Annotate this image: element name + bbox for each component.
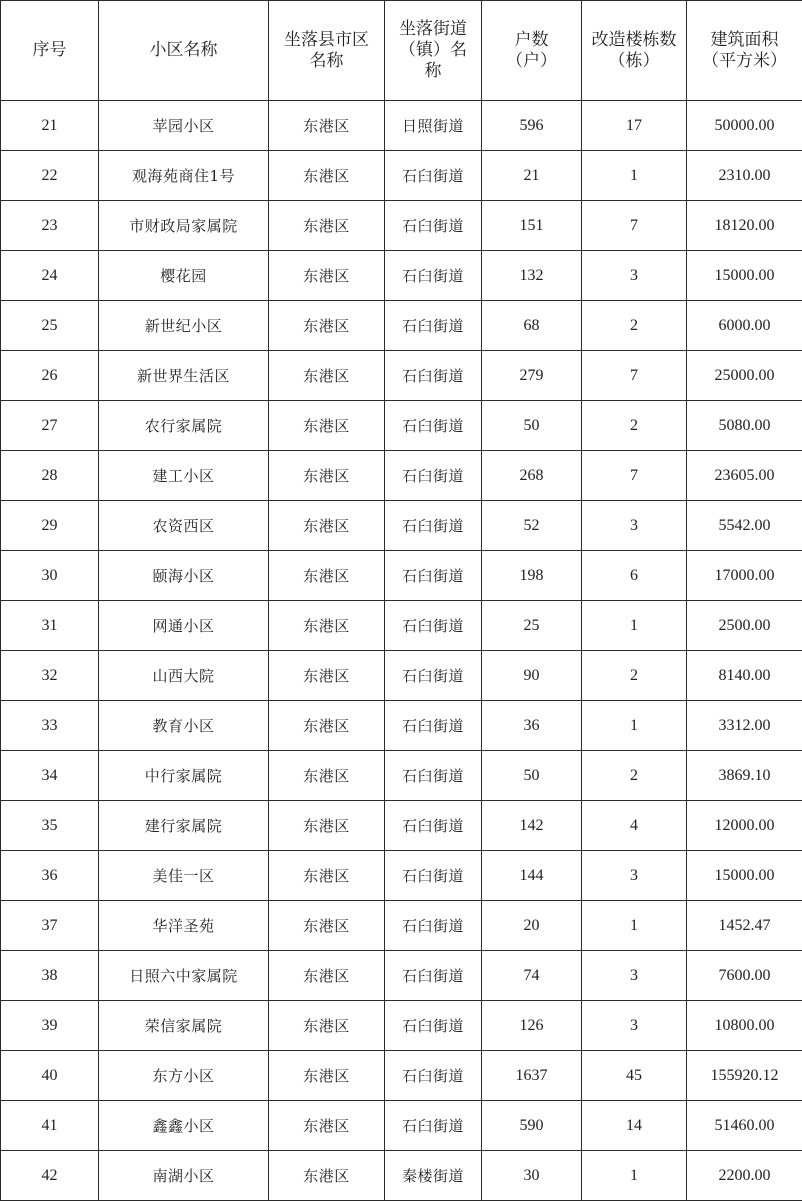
cell-community-name: 南湖小区 [99, 1151, 269, 1201]
cell-county: 东港区 [269, 151, 385, 201]
cell-households: 74 [482, 951, 582, 1001]
cell-index: 25 [1, 301, 99, 351]
cell-street: 石臼街道 [385, 951, 482, 1001]
cell-street: 秦楼街道 [385, 1151, 482, 1201]
cell-buildings: 4 [582, 801, 687, 851]
table-row [1, 951, 802, 1001]
table-body [1, 101, 802, 1201]
cell-area: 23605.00 [687, 451, 802, 501]
cell-community-name: 建工小区 [99, 451, 269, 501]
table-row [1, 201, 802, 251]
cell-index: 42 [1, 1151, 99, 1201]
cell-area: 2200.00 [687, 1151, 802, 1201]
cell-area: 5542.00 [687, 501, 802, 551]
header-county: 坐落县市区 名称 [269, 1, 385, 101]
cell-community-name: 中行家属院 [99, 751, 269, 801]
cell-index: 32 [1, 651, 99, 701]
table-row [1, 1151, 802, 1201]
cell-households: 268 [482, 451, 582, 501]
cell-buildings: 2 [582, 751, 687, 801]
cell-buildings: 3 [582, 251, 687, 301]
table-row [1, 651, 802, 701]
table-row [1, 401, 802, 451]
cell-street: 石臼街道 [385, 401, 482, 451]
cell-buildings: 6 [582, 551, 687, 601]
cell-buildings: 7 [582, 201, 687, 251]
cell-county: 东港区 [269, 751, 385, 801]
cell-county: 东港区 [269, 101, 385, 151]
cell-index: 28 [1, 451, 99, 501]
table-row [1, 751, 802, 801]
header-households: 户数 （户） [482, 1, 582, 101]
cell-street: 石臼街道 [385, 651, 482, 701]
cell-area: 6000.00 [687, 301, 802, 351]
cell-street: 石臼街道 [385, 601, 482, 651]
header-area: 建筑面积 （平方米） [687, 1, 802, 101]
cell-area: 3869.10 [687, 751, 802, 801]
cell-index: 30 [1, 551, 99, 601]
cell-area: 50000.00 [687, 101, 802, 151]
cell-community-name: 农行家属院 [99, 401, 269, 451]
cell-community-name: 新世纪小区 [99, 301, 269, 351]
cell-index: 36 [1, 851, 99, 901]
cell-street: 石臼街道 [385, 1051, 482, 1101]
cell-community-name: 教育小区 [99, 701, 269, 751]
cell-households: 30 [482, 1151, 582, 1201]
table-row [1, 501, 802, 551]
cell-index: 22 [1, 151, 99, 201]
table-row [1, 451, 802, 501]
cell-street: 石臼街道 [385, 301, 482, 351]
cell-area: 2310.00 [687, 151, 802, 201]
cell-county: 东港区 [269, 651, 385, 701]
cell-area: 12000.00 [687, 801, 802, 851]
cell-county: 东港区 [269, 201, 385, 251]
cell-buildings: 1 [582, 1151, 687, 1201]
table-row [1, 101, 802, 151]
cell-households: 68 [482, 301, 582, 351]
table-header [1, 1, 802, 101]
cell-index: 23 [1, 201, 99, 251]
cell-index: 35 [1, 801, 99, 851]
cell-street: 石臼街道 [385, 251, 482, 301]
cell-area: 18120.00 [687, 201, 802, 251]
cell-community-name: 华洋圣苑 [99, 901, 269, 951]
cell-community-name: 观海苑商住1号 [99, 151, 269, 201]
cell-index: 29 [1, 501, 99, 551]
cell-index: 31 [1, 601, 99, 651]
cell-community-name: 东方小区 [99, 1051, 269, 1101]
cell-area: 5080.00 [687, 401, 802, 451]
cell-buildings: 2 [582, 651, 687, 701]
cell-area: 3312.00 [687, 701, 802, 751]
cell-households: 36 [482, 701, 582, 751]
cell-street: 石臼街道 [385, 1001, 482, 1051]
cell-households: 21 [482, 151, 582, 201]
cell-buildings: 7 [582, 451, 687, 501]
header-community-name: 小区名称 [99, 1, 269, 101]
table-row [1, 151, 802, 201]
cell-county: 东港区 [269, 701, 385, 751]
cell-street: 石臼街道 [385, 201, 482, 251]
cell-community-name: 农资西区 [99, 501, 269, 551]
header-buildings: 改造楼栋数 （栋） [582, 1, 687, 101]
cell-county: 东港区 [269, 951, 385, 1001]
cell-households: 25 [482, 601, 582, 651]
table-row [1, 601, 802, 651]
table-row [1, 851, 802, 901]
table-row [1, 1001, 802, 1051]
cell-community-name: 日照六中家属院 [99, 951, 269, 1001]
cell-area: 1452.47 [687, 901, 802, 951]
cell-buildings: 45 [582, 1051, 687, 1101]
cell-community-name: 鑫鑫小区 [99, 1101, 269, 1151]
table-row [1, 301, 802, 351]
cell-buildings: 3 [582, 851, 687, 901]
cell-buildings: 2 [582, 301, 687, 351]
cell-buildings: 3 [582, 1001, 687, 1051]
cell-county: 东港区 [269, 601, 385, 651]
cell-buildings: 17 [582, 101, 687, 151]
cell-households: 279 [482, 351, 582, 401]
cell-street: 石臼街道 [385, 501, 482, 551]
cell-index: 41 [1, 1101, 99, 1151]
cell-community-name: 网通小区 [99, 601, 269, 651]
cell-community-name: 美佳一区 [99, 851, 269, 901]
table-row [1, 901, 802, 951]
cell-community-name: 新世界生活区 [99, 351, 269, 401]
header-index: 序号 [1, 1, 99, 101]
cell-county: 东港区 [269, 1151, 385, 1201]
table-row [1, 251, 802, 301]
table-row [1, 351, 802, 401]
cell-buildings: 1 [582, 151, 687, 201]
cell-households: 90 [482, 651, 582, 701]
cell-county: 东港区 [269, 501, 385, 551]
cell-street: 石臼街道 [385, 751, 482, 801]
cell-households: 50 [482, 401, 582, 451]
table-row [1, 1101, 802, 1151]
cell-street: 石臼街道 [385, 851, 482, 901]
cell-households: 126 [482, 1001, 582, 1051]
cell-county: 东港区 [269, 1051, 385, 1101]
cell-area: 7600.00 [687, 951, 802, 1001]
cell-county: 东港区 [269, 351, 385, 401]
cell-community-name: 颐海小区 [99, 551, 269, 601]
cell-index: 40 [1, 1051, 99, 1101]
cell-index: 39 [1, 1001, 99, 1051]
cell-county: 东港区 [269, 851, 385, 901]
cell-households: 142 [482, 801, 582, 851]
cell-index: 37 [1, 901, 99, 951]
cell-area: 155920.12 [687, 1051, 802, 1101]
cell-buildings: 7 [582, 351, 687, 401]
cell-community-name: 荣信家属院 [99, 1001, 269, 1051]
header-street: 坐落街道 （镇）名 称 [385, 1, 482, 101]
cell-households: 132 [482, 251, 582, 301]
cell-households: 198 [482, 551, 582, 601]
table-row [1, 1051, 802, 1101]
header-row [1, 1, 802, 101]
cell-index: 26 [1, 351, 99, 401]
cell-street: 石臼街道 [385, 701, 482, 751]
cell-households: 151 [482, 201, 582, 251]
cell-street: 石臼街道 [385, 801, 482, 851]
cell-households: 20 [482, 901, 582, 951]
cell-households: 590 [482, 1101, 582, 1151]
table-row [1, 701, 802, 751]
cell-index: 34 [1, 751, 99, 801]
cell-households: 596 [482, 101, 582, 151]
cell-area: 17000.00 [687, 551, 802, 601]
cell-buildings: 1 [582, 901, 687, 951]
cell-buildings: 3 [582, 951, 687, 1001]
cell-county: 东港区 [269, 401, 385, 451]
cell-community-name: 市财政局家属院 [99, 201, 269, 251]
cell-street: 石臼街道 [385, 351, 482, 401]
cell-county: 东港区 [269, 251, 385, 301]
cell-index: 27 [1, 401, 99, 451]
cell-buildings: 1 [582, 701, 687, 751]
cell-county: 东港区 [269, 1001, 385, 1051]
cell-county: 东港区 [269, 551, 385, 601]
cell-street: 石臼街道 [385, 451, 482, 501]
cell-index: 21 [1, 101, 99, 151]
cell-street: 日照街道 [385, 101, 482, 151]
cell-community-name: 苹园小区 [99, 101, 269, 151]
cell-buildings: 2 [582, 401, 687, 451]
cell-area: 2500.00 [687, 601, 802, 651]
cell-index: 38 [1, 951, 99, 1001]
cell-area: 15000.00 [687, 851, 802, 901]
cell-community-name: 樱花园 [99, 251, 269, 301]
cell-households: 50 [482, 751, 582, 801]
table-row [1, 801, 802, 851]
cell-buildings: 1 [582, 601, 687, 651]
cell-street: 石臼街道 [385, 1101, 482, 1151]
cell-street: 石臼街道 [385, 551, 482, 601]
cell-area: 51460.00 [687, 1101, 802, 1151]
table-row [1, 551, 802, 601]
cell-county: 东港区 [269, 801, 385, 851]
cell-county: 东港区 [269, 901, 385, 951]
cell-households: 1637 [482, 1051, 582, 1101]
cell-area: 15000.00 [687, 251, 802, 301]
cell-index: 33 [1, 701, 99, 751]
cell-households: 144 [482, 851, 582, 901]
cell-county: 东港区 [269, 301, 385, 351]
cell-street: 石臼街道 [385, 151, 482, 201]
cell-street: 石臼街道 [385, 901, 482, 951]
cell-buildings: 3 [582, 501, 687, 551]
cell-index: 24 [1, 251, 99, 301]
cell-households: 52 [482, 501, 582, 551]
cell-buildings: 14 [582, 1101, 687, 1151]
cell-county: 东港区 [269, 1101, 385, 1151]
cell-area: 25000.00 [687, 351, 802, 401]
cell-community-name: 建行家属院 [99, 801, 269, 851]
cell-community-name: 山西大院 [99, 651, 269, 701]
cell-area: 8140.00 [687, 651, 802, 701]
cell-area: 10800.00 [687, 1001, 802, 1051]
cell-county: 东港区 [269, 451, 385, 501]
